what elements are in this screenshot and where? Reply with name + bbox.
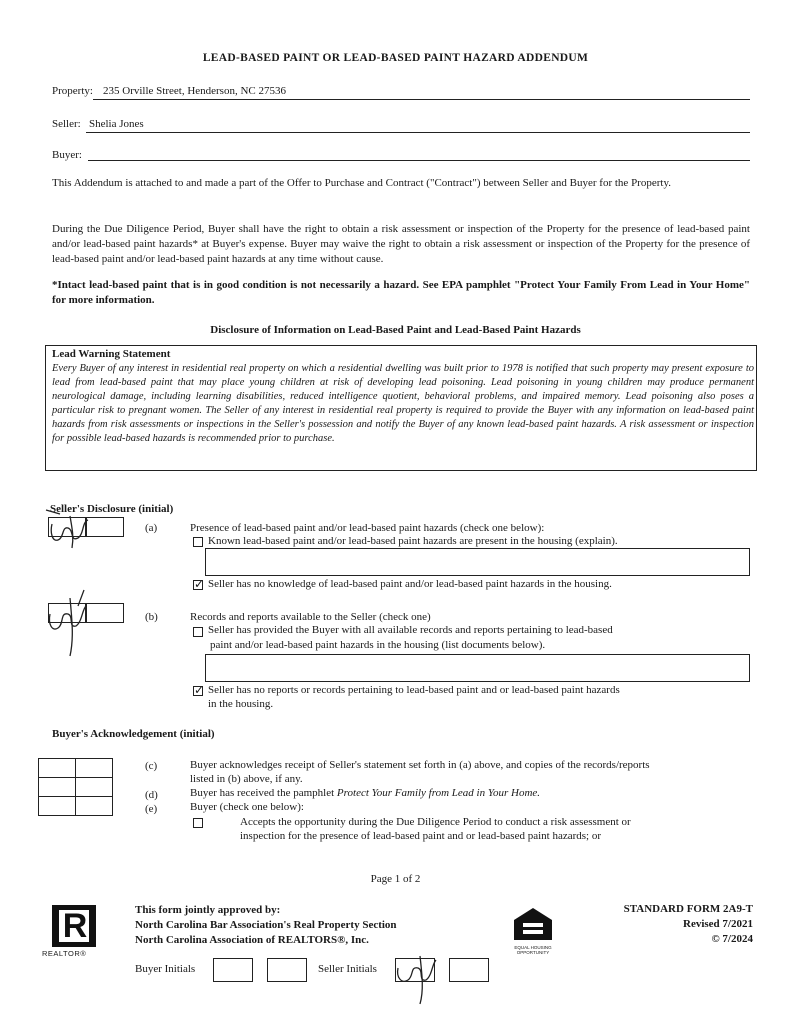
buyer-e-letter: (e) [145,803,158,815]
seller-label: Seller: [52,118,81,130]
seller-b-provided-label-1: Seller has provided the Buyer with all available records and reports pertaining to lead-based [208,624,613,636]
seller-b-provided-label-2: paint and/or lead-based paint hazards in the housing (list documents below). [210,639,546,651]
buyer-e-accepts-checkbox[interactable] [193,818,203,828]
seller-b-no-reports-label-2: in the housing. [208,698,274,710]
check-mark-icon: ✓ [194,683,205,697]
buyer-initial-box-c-1[interactable] [38,758,76,778]
seller-disclosure-heading: Seller's Disclosure (initial) [50,503,174,515]
seller-b-letter: (b) [145,611,158,623]
seller-a-known-label: Known lead-based paint and/or lead-based paint hazards are present in the housing (explain). [208,535,618,547]
page-number: Page 1 of 2 [370,873,421,885]
buyer-ack-heading: Buyer's Acknowledgement (initial) [52,728,215,740]
seller-a-explain-field[interactable] [205,548,750,576]
seller-a-question: Presence of lead-based paint and/or lead-based paint hazards (check one below): [190,522,545,534]
seller-b-no-reports-label-1: Seller has no reports or records pertaining to lead-based paint and or lead-based paint hazards [208,684,620,696]
disclosure-heading: Disclosure of Information on Lead-Based Paint and Lead-Based Paint Hazards [210,324,581,336]
property-label: Property: [52,85,93,97]
seller-a-known-checkbox[interactable] [193,537,203,547]
check-mark-icon: ✓ [194,577,205,591]
property-underline [93,99,750,100]
buyer-d-letter: (d) [145,789,158,801]
buyer-initial-box-e-1[interactable] [38,796,76,816]
buyer-d-text [190,786,540,800]
seller-initials-signature-a [40,502,100,550]
pamphlet-title: Protect Your Family from Lead in Your Home. [336,787,541,799]
footer-seller-initial-box-2[interactable] [449,958,489,982]
seller-initials-signature-b [40,580,100,660]
seller-a-no-knowledge-label: Seller has no knowledge of lead-based paint and/or lead-based paint hazards in the housing. [208,578,612,590]
approved-line-3: North Carolina Association of REALTORS®, Inc. [135,934,369,946]
lead-warning-text: Every Buyer of any interest in residential real property on which a residential dwelling was built prior to 1978 is notified that such property may present exposure to lead from lead-based paint that may place young children at risk of developing lead poisoning. Lead poisoning in young children may produce permanent neurological damage, including learning disabilities, reduced intelligence quotient, behavioral problems, and impaired memory. Lead poisoning also poses a particular risk to pregnant women. The Seller of any interest in residential real property is required to provide the Buyer with any information on lead-based paint hazards from risk assessments or inspections in the Seller's possession and notify the Buyer of any known lead-based paint hazards. A risk assessment or inspection for possible lead-based hazards is recommended prior to purchase. [52,363,754,444]
buyer-initial-box-c-2[interactable] [75,758,113,778]
buyer-initial-box-e-2[interactable] [75,796,113,816]
buyer-label: Buyer: [52,149,82,161]
footer-buyer-initial-box-2[interactable] [267,958,307,982]
buyer-initial-box-d-2[interactable] [75,777,113,797]
seller-initials-label: Seller Initials [318,963,377,975]
equal-housing-text: EQUAL HOUSING OPPORTUNITY [514,945,552,955]
seller-value[interactable]: Shelia Jones [89,118,144,130]
lead-warning-heading: Lead Warning Statement [52,348,171,360]
form-name: STANDARD FORM 2A9-T [623,903,753,915]
footer-seller-initials-signature [392,946,444,1006]
seller-b-question: Records and reports available to the Seller (check one) [190,611,431,623]
realtor-logo-icon: R [52,905,96,947]
buyer-c-text-1: Buyer acknowledges receipt of Seller's statement set forth in (a) above, and copies of the records/reports [190,759,650,771]
buyer-initial-box-d-1[interactable] [38,777,76,797]
buyer-c-text-2: listed in (b) above, if any. [190,773,303,785]
realtor-logo-text: REALTOR® [42,949,87,958]
approved-line-2: North Carolina Bar Association's Real Property Section [135,919,397,931]
buyer-e-accepts-label-1: Accepts the opportunity during the Due Diligence Period to conduct a risk assessment or [240,816,631,828]
buyer-initials-label: Buyer Initials [135,963,196,975]
buyer-underline [88,160,750,161]
seller-b-provided-checkbox[interactable] [193,627,203,637]
seller-a-letter: (a) [145,522,158,534]
form-revised: Revised 7/2021 [683,918,753,930]
buyer-e-accepts-label-2: inspection for the presence of lead-based paint and or lead-based paint hazards; or [240,830,602,842]
buyer-e-text: Buyer (check one below): [190,801,304,813]
due-diligence-paragraph: During the Due Diligence Period, Buyer shall have the right to obtain a risk assessment or inspection of the Property for the presence of lead-based paint and/or lead-based paint hazards* at Buyer's expense. Buyer may waive the right to obtain a risk assessment or inspection of the Property for the presence of lead-based paint and/or lead-based paint hazards at any time without cause. [52,223,750,265]
form-copyright: © 7/2024 [711,933,753,945]
footer-buyer-initial-box-1[interactable] [213,958,253,982]
seller-b-documents-field[interactable] [205,654,750,682]
buyer-c-letter: (c) [145,760,158,772]
property-value[interactable]: 235 Orville Street, Henderson, NC 27536 [103,85,286,97]
document-title: LEAD-BASED PAINT OR LEAD-BASED PAINT HAZARD ADDENDUM [202,52,589,64]
epa-note: *Intact lead-based paint that is in good condition is not necessarily a hazard. See EPA pamphlet "Protect Your Family From Lead in Your Home" for more information. [52,279,750,306]
seller-underline [86,132,750,133]
buyer-d-prefix: Buyer has received the pamphlet [190,787,337,799]
approved-line-1: This form jointly approved by: [135,904,281,916]
equal-housing-icon [510,906,556,942]
intro-paragraph: This Addendum is attached to and made a part of the Offer to Purchase and Contract ("Contract") between Seller and Buyer for the Property. [52,177,671,189]
